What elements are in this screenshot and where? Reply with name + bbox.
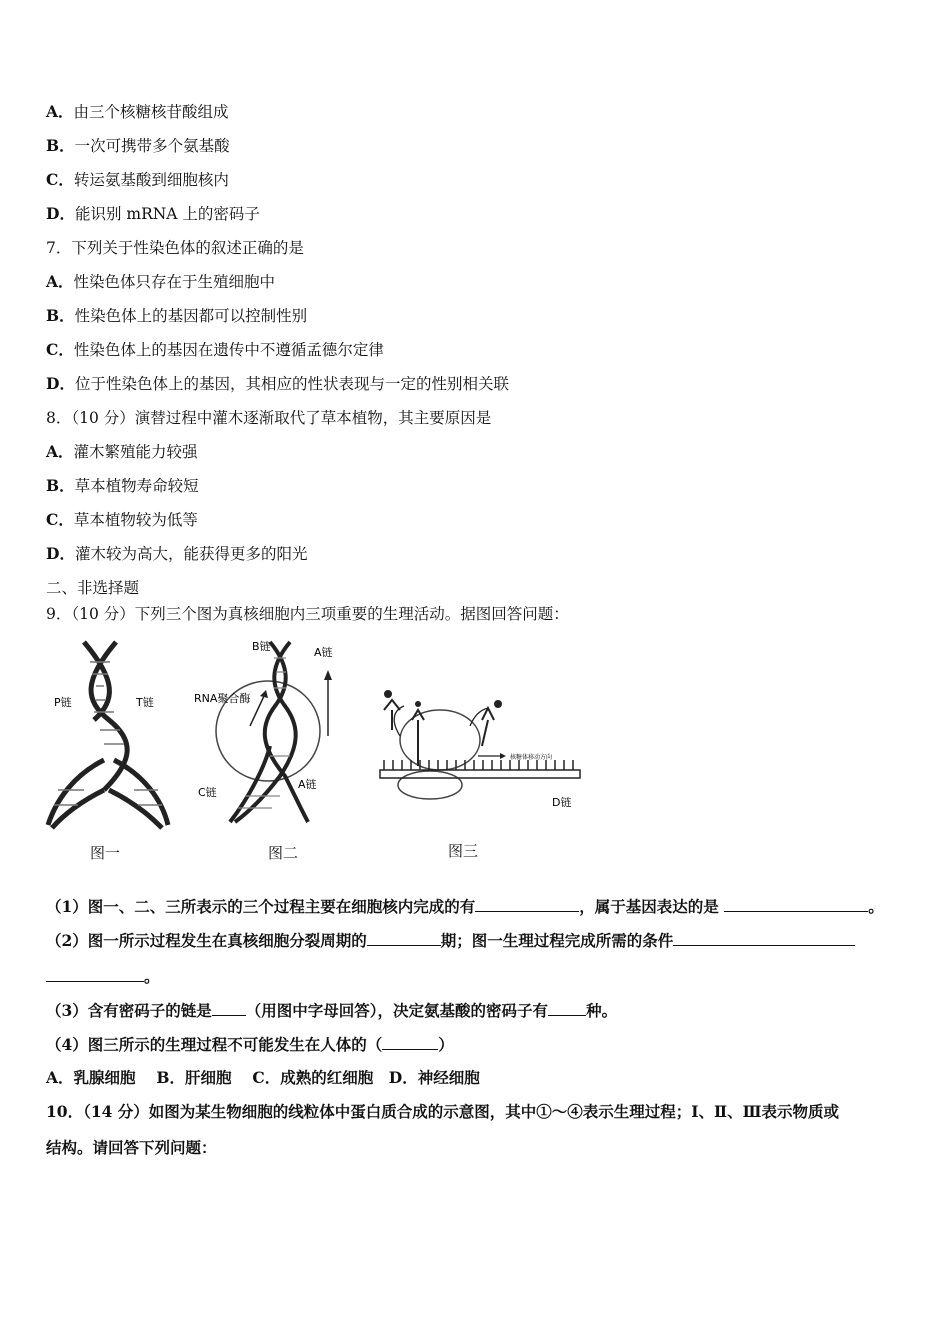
option-letter: B． (46, 476, 75, 495)
figure-2-caption: 图二 (268, 844, 299, 862)
q8-option-b (46, 476, 199, 496)
option-text: 性染色体只存在于生殖细胞中 (73, 273, 276, 291)
option-text: 草本植物较为低等 (73, 511, 198, 529)
section-heading: 二、非选择题 (46, 579, 140, 597)
label-p-chain: P链 (54, 696, 72, 709)
q8-option-a (46, 442, 198, 462)
option-text: 转运氨基酸到细胞核内 (73, 171, 229, 189)
option-letter: C． (46, 510, 74, 529)
answer-blank[interactable] (673, 930, 855, 946)
label-rna-polymerase: RNA聚合酶 (194, 692, 251, 705)
label-d-chain: D链 (552, 796, 572, 809)
figure-2-transcription (190, 636, 340, 826)
figure-1-caption: 图一 (90, 844, 121, 862)
answer-blank[interactable] (46, 966, 144, 982)
option-text: 灌木较为高大，能获得更多的阳光 (74, 545, 308, 563)
option-letter: B． (46, 136, 75, 155)
q7-option-b (46, 306, 307, 326)
q9-stem: 9．（10 分）下列三个图为真核细胞内三项重要的生理活动。据图回答问题： (46, 605, 569, 623)
answer-blank[interactable] (724, 896, 868, 912)
option-letter: A． (46, 102, 74, 121)
q8-option-c (46, 510, 198, 530)
option-text: 由三个核糖核苷酸组成 (73, 103, 229, 121)
q6-option-d (46, 204, 260, 224)
figure-1-dna-replication (44, 640, 174, 830)
q9-part-4-options: A．乳腺细胞 B．肝细胞 C．成熟的红细胞 D．神经细胞 (46, 1068, 480, 1087)
q9-part-1: （1）图一、二、三所表示的三个过程主要在细胞核内完成的有 ，属于基因表达的是 。 (46, 897, 884, 916)
option-letter: D． (46, 374, 75, 393)
option-letter: A． (46, 442, 74, 461)
answer-blank[interactable] (548, 1000, 586, 1016)
label-ribosome-direction: 核糖体移动方向 (510, 754, 553, 761)
option-letter: B． (46, 306, 75, 325)
option-text: 一次可携带多个氨基酸 (74, 137, 230, 155)
option-letter: D． (46, 544, 75, 563)
q9-part-2-cont: 。 (46, 966, 160, 987)
q9-part-4: （4）图三所示的生理过程不可能发生在人体的（ ） (46, 1035, 454, 1054)
option-letter: C． (46, 170, 74, 189)
q9-part-3: （3）含有密码子的链是 （用图中字母回答），决定氨基酸的密码子有 种。 (46, 1001, 618, 1020)
q10-stem-line-2: 结构。请回答下列问题： (46, 1138, 217, 1157)
answer-blank[interactable] (475, 896, 579, 912)
q7-option-d (46, 374, 509, 394)
figure-3-caption: 图三 (448, 842, 479, 860)
q6-option-c (46, 170, 229, 190)
q8-option-d (46, 544, 307, 564)
label-a-chain-bottom: A链 (298, 778, 317, 791)
q7-stem: 7．下列关于性染色体的叙述正确的是 (46, 239, 304, 257)
figure-3-translation (370, 680, 590, 820)
q8-stem: 8．（10 分）演替过程中灌木逐渐取代了草本植物，其主要原因是 (46, 409, 492, 427)
option-text: 草本植物寿命较短 (74, 477, 199, 495)
option-letter: D． (46, 204, 75, 223)
q7-option-a (46, 272, 275, 292)
answer-blank[interactable] (367, 930, 441, 946)
answer-blank[interactable] (382, 1034, 438, 1050)
q10-stem-line-1: 10．（14 分）如图为某生物细胞的线粒体中蛋白质合成的示意图，其中①～④表示生理过程；Ⅰ、Ⅱ、Ⅲ表示物质或 (46, 1102, 839, 1121)
option-text: 位于性染色体上的基因，其相应的性状表现与一定的性别相关联 (74, 375, 509, 393)
label-t-chain: T链 (136, 696, 154, 709)
option-text: 灌木繁殖能力较强 (73, 443, 198, 461)
q6-option-a (46, 102, 229, 122)
label-c-chain: C链 (198, 786, 217, 799)
option-text: 性染色体上的基因都可以控制性别 (74, 307, 308, 325)
option-letter: C． (46, 340, 74, 359)
q9-part-2: （2）图一所示过程发生在真核细胞分裂周期的 期；图一生理过程完成所需的条件 (46, 930, 855, 951)
option-letter: A． (46, 272, 74, 291)
label-b-chain: B链 (252, 640, 271, 653)
answer-blank[interactable] (212, 1000, 246, 1016)
label-a-chain-top: A链 (314, 646, 333, 659)
option-text: 能识别 mRNA 上的密码子 (74, 205, 260, 223)
option-text: 性染色体上的基因在遗传中不遵循孟德尔定律 (73, 341, 384, 359)
q7-option-c (46, 340, 384, 360)
q6-option-b (46, 136, 230, 156)
